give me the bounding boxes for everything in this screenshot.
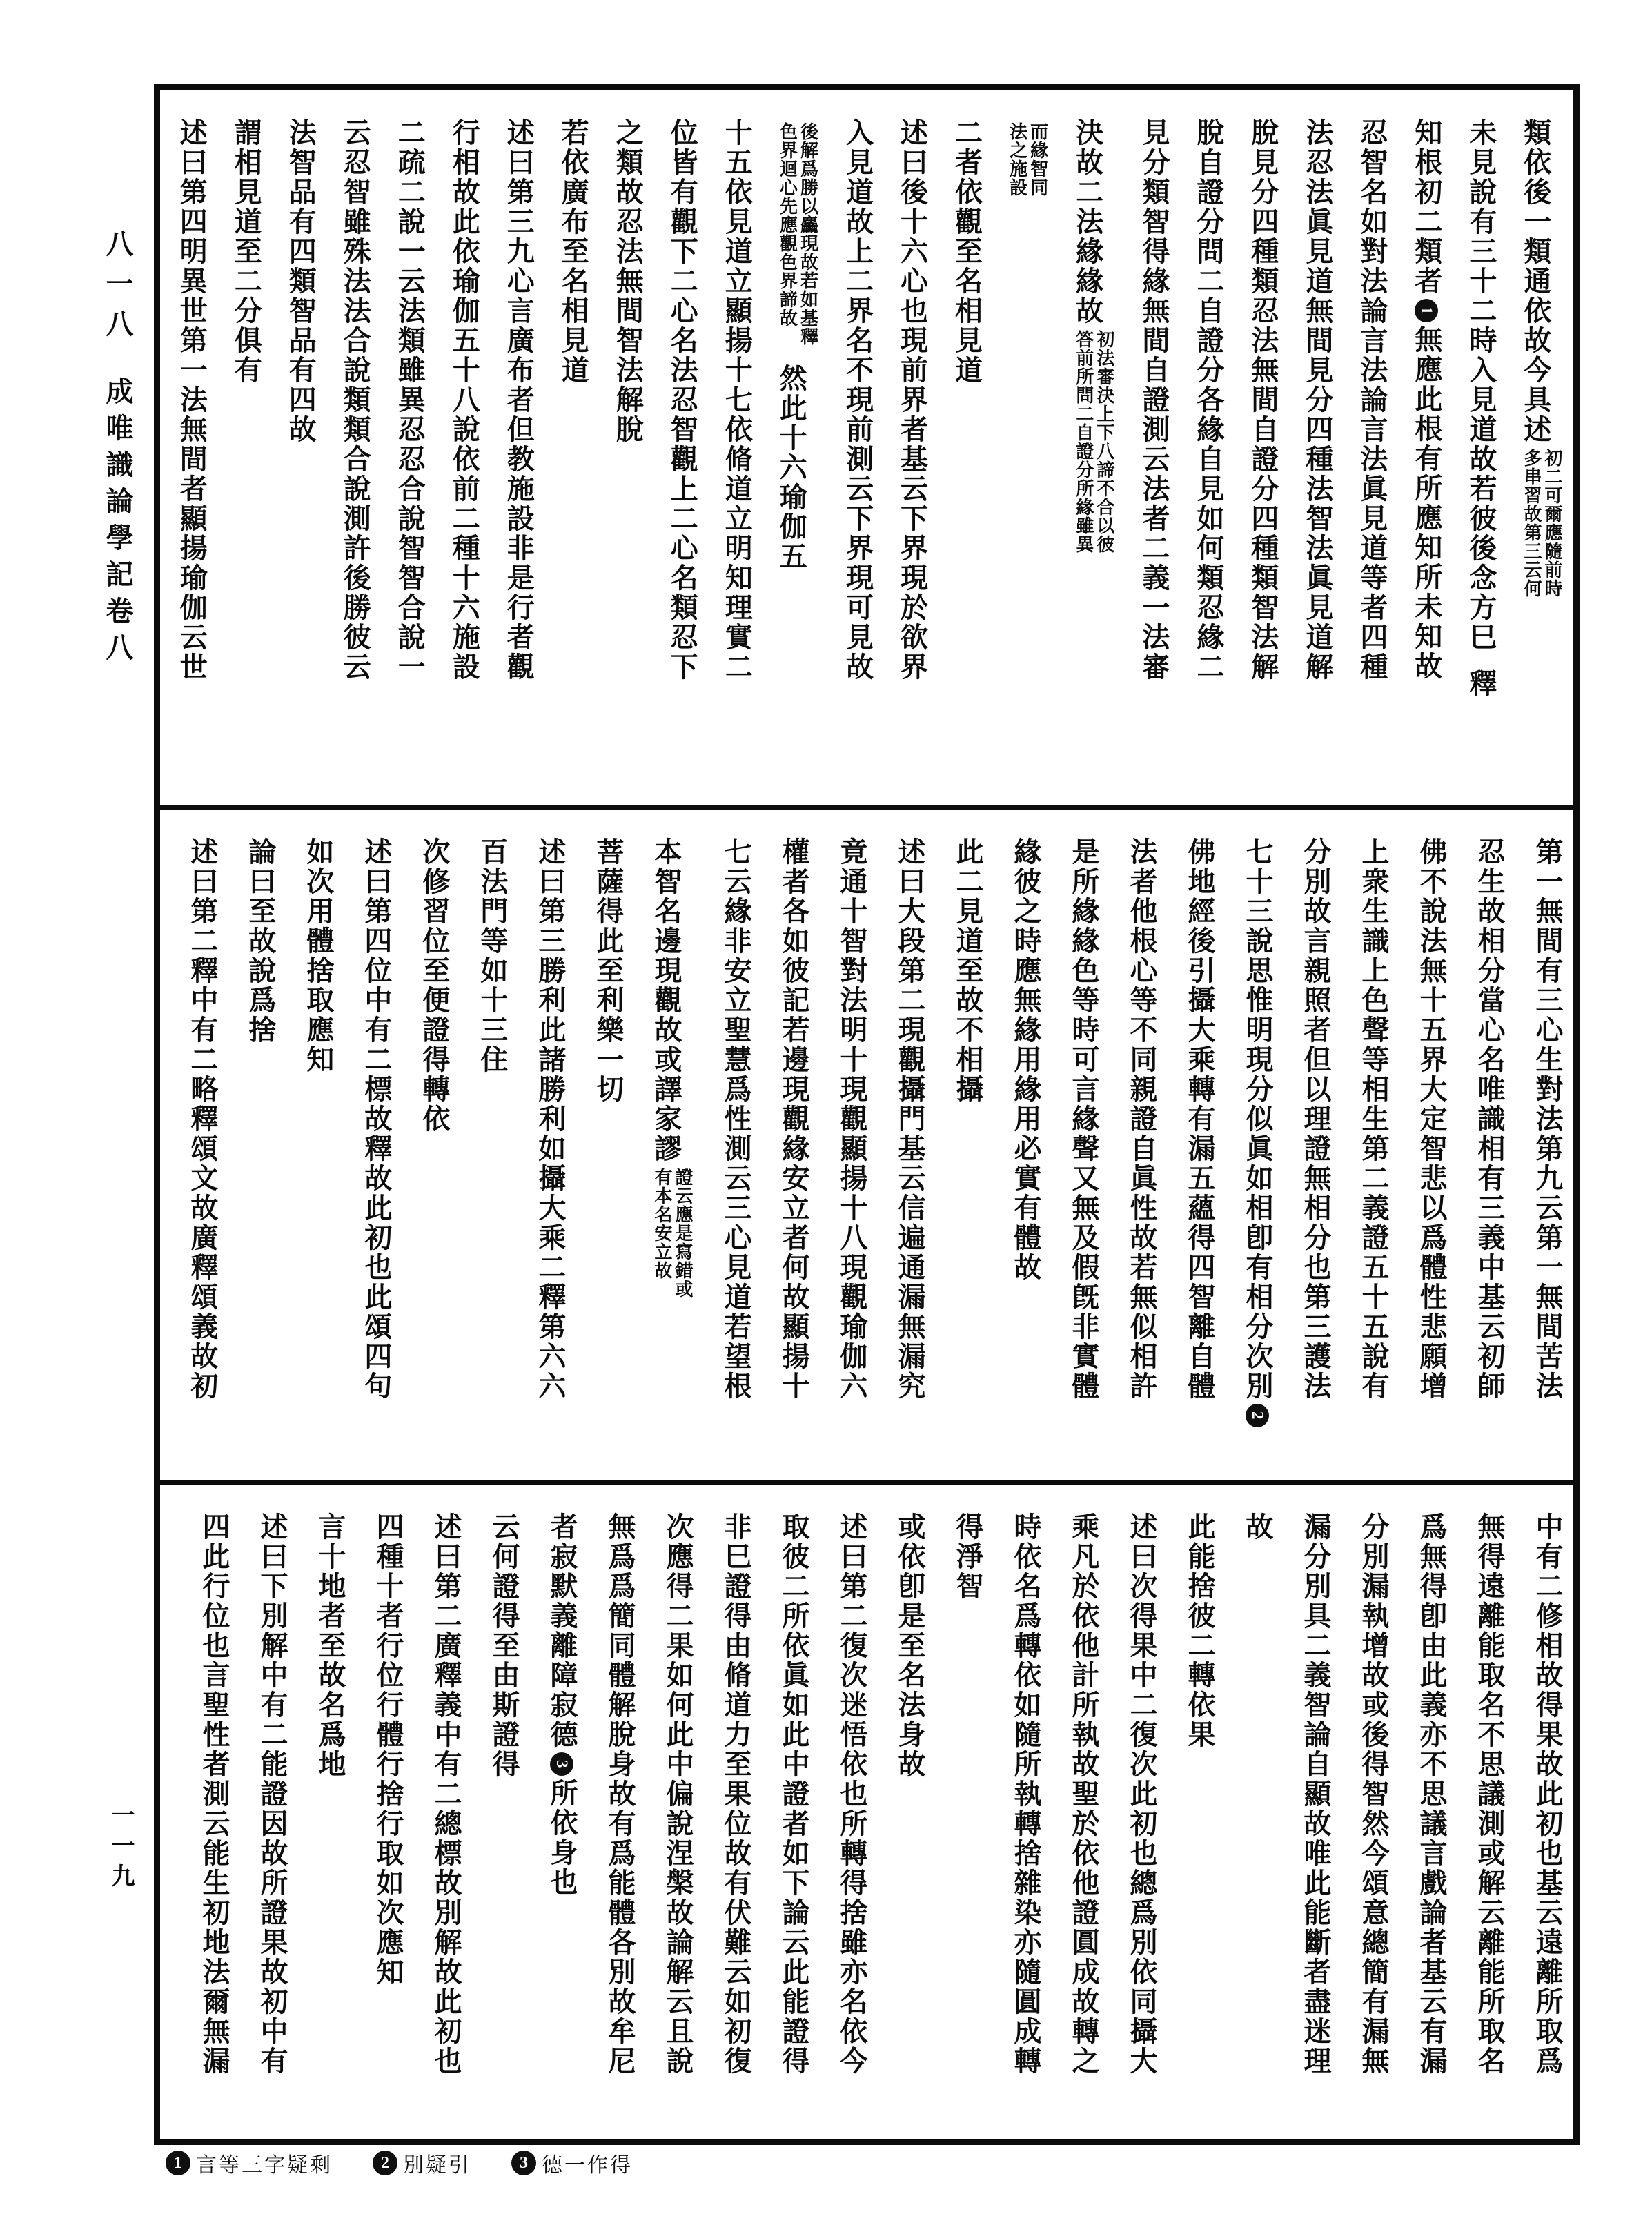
column-text: 第一無間有三心生對法第九云第一無間苦法	[1532, 837, 1563, 1401]
text-column	[1184, 1512, 1215, 2128]
column-text: 述曰第三勝利此諸勝利如攝大乘二釋第六六	[534, 837, 566, 1401]
footnote-text: 德一作得	[542, 2154, 633, 2177]
column-text: 述曰次得果中二復次此初也總爲別依同攝大	[1126, 1512, 1157, 2076]
column-text: 述曰第二復次迷悟依也所轉得捨雖亦名依今	[836, 1512, 867, 2076]
column-text: 法忍法眞見道無間見分四種法智法眞見道解	[1301, 118, 1333, 682]
text-column	[1193, 118, 1223, 794]
text-column	[1068, 1512, 1099, 2128]
text-column	[842, 118, 872, 794]
column-text: 然此十六瑜伽五	[776, 364, 807, 571]
register-bottom	[160, 1485, 1573, 2139]
text-column	[303, 837, 333, 1469]
volume-page-number: 八一八	[102, 229, 133, 349]
text-column	[1248, 118, 1278, 794]
text-column	[1139, 118, 1169, 794]
footnote-text: 別疑引	[403, 2154, 471, 2177]
text-column	[776, 118, 818, 794]
column-text: 述曰後十六心也現前界者基云下界現於欲界	[896, 118, 928, 682]
folio-number: 一一九	[108, 1803, 133, 1894]
text-column	[1068, 837, 1099, 1469]
footnote-text: 言等三字疑剩	[196, 2154, 333, 2177]
column-text: 云忍智雖殊法法合說類類合說測許後勝彼云	[340, 118, 371, 682]
text-column	[431, 1512, 461, 2128]
column-text: 位皆有觀下二心名法忍智觀上二心名類忍下	[667, 118, 698, 682]
column-text: 非巳證得由脩道力至果位故有伏難云如初復	[720, 1512, 751, 2076]
note-line-left: 有本名安立故	[652, 1168, 672, 1280]
text-column	[604, 1512, 635, 2128]
column-text: 法智品有四類智品有四故	[285, 118, 317, 444]
text-column	[1474, 837, 1504, 1469]
column-text: 竟通十智對法明十現觀顯揚十八現觀瑜伽六	[836, 837, 867, 1401]
text-column	[1010, 1512, 1041, 2128]
column-text: 類依後一類通依故今具述	[1520, 118, 1551, 444]
footnote-marker: 1	[1415, 299, 1438, 322]
text-column	[361, 837, 391, 1469]
column-text: 次應得二果如何此中偏說涅槃故論解云且說	[662, 1512, 694, 2076]
text-column	[894, 1512, 925, 2128]
footnote-item	[166, 2148, 333, 2178]
footnote-item	[511, 2148, 633, 2178]
column-text: 得淨智	[952, 1512, 983, 1601]
text-column	[1416, 837, 1446, 1469]
text-column	[651, 837, 693, 1469]
register-top	[160, 90, 1573, 810]
column-text: 述曰第四位中有二標故釋故此初也此頌四句	[360, 837, 392, 1401]
text-column	[315, 1512, 345, 2128]
column-text: 爲無得卽由此義亦不思議言戲論者基云有漏	[1416, 1512, 1447, 2076]
text-column	[1474, 1512, 1504, 2128]
text-column	[245, 837, 275, 1469]
column-text: 佛地經後引攝大乘轉有漏五蘊得四智離自體	[1184, 837, 1215, 1401]
footnote-marker: 1	[166, 2151, 190, 2175]
note-line-left: 法之施設	[1007, 122, 1027, 197]
column-text: 次修習位至便證得轉依	[418, 837, 450, 1134]
text-column	[547, 1512, 577, 2128]
note-line-left: 多串習故第三云何	[1522, 449, 1542, 598]
column-text: 百法門等如十三住	[476, 837, 508, 1075]
text-column	[1302, 118, 1333, 794]
column-text: 未見說有三十二時入見道故若彼後念方巳	[1465, 118, 1497, 652]
text-column	[952, 837, 983, 1469]
column-text: 之類故忍法無間智法解脫	[612, 118, 644, 444]
text-column	[1358, 1512, 1388, 2128]
text-column	[836, 837, 867, 1469]
text-column	[1010, 837, 1041, 1469]
interlinear-note	[1073, 330, 1114, 554]
text-column	[419, 837, 449, 1469]
column-text: 論曰至故說爲捨	[244, 837, 276, 1045]
footnote-marker: 3	[511, 2151, 536, 2175]
column-text: 是所緣緣色等時可言緣聲又無及假旣非實體	[1068, 837, 1099, 1401]
footnote-line	[166, 2148, 633, 2178]
text-column	[896, 118, 927, 794]
text-column	[612, 118, 642, 794]
column-text: 十五依見道立顯揚十七依脩道立明知理實二	[721, 118, 753, 682]
text-column	[340, 118, 370, 794]
column-text: 二者依觀至名相見道	[951, 118, 983, 385]
note-line-left: 答前所問二自證分所緣雖異	[1073, 330, 1094, 554]
column-text: 分別漏執增故或後得智然今頌意總簡有漏無	[1358, 1512, 1389, 2076]
text-column	[285, 118, 315, 794]
text-column	[449, 118, 479, 794]
text-column	[394, 118, 424, 794]
column-text: 入見道故上二界名不現前測云下界現可見故	[842, 118, 874, 682]
column-text: 見分類智得緣無間自證測云法者二義一法審	[1138, 118, 1170, 682]
column-text: 法者他根心等不同親證自眞性故若無似相許	[1126, 837, 1157, 1401]
text-column	[477, 837, 507, 1469]
note-line-right: 後解爲勝以麤現故若如基釋	[798, 122, 818, 346]
note-line-right: 證云應是寫錯或	[673, 1168, 693, 1298]
text-column	[230, 118, 261, 794]
text-column	[1005, 118, 1048, 794]
text-column	[1242, 1512, 1272, 2128]
text-column	[952, 1512, 983, 2128]
column-text: 此能捨彼二轉依果	[1184, 1512, 1215, 1750]
text-column	[187, 837, 217, 1469]
text-column	[489, 1512, 519, 2128]
text-column	[778, 1512, 809, 2128]
column-text: 菩薩得此至利樂一切	[592, 837, 624, 1104]
text-column	[720, 837, 751, 1469]
column-text: 或依卽是至名法身故	[894, 1512, 925, 1779]
column-text: 述曰第三九心言廣布者但教施設非是行者觀	[503, 118, 535, 682]
column-text: 分別故言親照者但以理證無相分也第三護法	[1300, 837, 1331, 1401]
column-text: 無得遠離能取名不思議測或解云離能所取名	[1474, 1512, 1505, 2076]
column-text: 述曰第四明異世第一法無間者顯揚瑜伽云世	[176, 118, 208, 682]
column-text: 脫自證分問二自證分各緣自見如何類忍緣二	[1192, 118, 1224, 682]
interlinear-note	[1007, 122, 1048, 197]
column-text: 四此行位也言聖性者測云能生初地法爾無漏	[199, 1512, 230, 2076]
text-column	[1358, 837, 1388, 1469]
column-text: 若依廣布至名相見道	[558, 118, 589, 385]
text-column	[1300, 837, 1330, 1469]
register-middle	[160, 810, 1573, 1485]
column-text: 知根初二類者	[1410, 118, 1442, 296]
text-column	[1242, 837, 1272, 1469]
column-text: 乘凡於依他計所執故聖於依他證圓成故轉之	[1068, 1512, 1099, 2076]
column-text: 漏分別具二義智論自顯故唯此能斷者盡迷理	[1300, 1512, 1331, 2076]
text-column	[1532, 1512, 1562, 2128]
spacer	[1480, 652, 1482, 669]
text-column	[836, 1512, 867, 2128]
text-column	[662, 1512, 693, 2128]
text-column	[1184, 837, 1215, 1469]
text-column	[1126, 837, 1157, 1469]
column-text: 取彼二所依眞如此中證者如下論云此能證得	[778, 1512, 809, 2076]
note-line-left: 色界迴心先應觀色界諦故	[777, 122, 798, 327]
column-text: 述曰大段第二現觀攝門基云信遍通漏無漏究	[894, 837, 925, 1401]
text-column	[667, 118, 697, 794]
text-column	[1520, 118, 1562, 794]
text-frame	[154, 84, 1580, 2145]
column-text: 此二見道至故不相攝	[952, 837, 983, 1104]
text-column	[373, 1512, 403, 2128]
column-text: 述曰第二釋中有二略釋頌文故廣釋頌義故初	[186, 837, 218, 1401]
column-text: 謂相見道至二分俱有	[230, 118, 262, 385]
footnote-marker: 2	[373, 2151, 397, 2175]
column-text: 七云緣非安立聖慧爲性測云三心見道若望根	[720, 837, 751, 1401]
text-column	[257, 1512, 287, 2128]
column-text: 云何證得至由斯證得	[489, 1512, 520, 1779]
text-column	[720, 1512, 751, 2128]
text-column	[951, 118, 981, 794]
column-text: 緣彼之時應無緣用緣用必實有體故	[1010, 837, 1041, 1282]
text-column	[558, 118, 588, 794]
interlinear-note	[776, 122, 818, 346]
text-column	[1411, 118, 1442, 794]
spacer	[790, 350, 791, 364]
margin-header	[98, 229, 137, 669]
column-text: 忍生故相分當心名唯識相有三義中基云初師	[1474, 837, 1505, 1401]
text-column	[1466, 118, 1496, 794]
column-text: 二疏二說一云法類雖異忍忍合說智智合說一	[394, 118, 426, 682]
text-column	[593, 837, 623, 1469]
text-column	[1357, 118, 1387, 794]
note-line-right: 初二可爾應隨前時	[1542, 449, 1562, 598]
interlinear-note	[1521, 449, 1562, 598]
text-column	[778, 837, 809, 1469]
note-line-right: 而緣智同	[1027, 122, 1048, 197]
text-column	[199, 1512, 229, 2128]
column-text: 決故二法緣緣故	[1072, 118, 1103, 326]
column-text: 無應此根有所應知所未知故	[1410, 325, 1442, 681]
column-text: 上衆生識上色聲等相生第二義證五十五說有	[1358, 837, 1389, 1401]
text-column	[894, 837, 925, 1469]
text-column	[1072, 118, 1114, 794]
column-text: 述曰第二廣釋義中有二總標故別解故此初也	[431, 1512, 462, 2076]
book-title: 成唯識論學記卷八	[102, 377, 133, 669]
text-column	[176, 118, 206, 794]
column-text: 權者各如彼記若邊現觀緣安立者何故顯揚十	[778, 837, 809, 1401]
text-column	[1532, 837, 1562, 1469]
column-text: 述曰下別解中有二能證因故所證果故初中有	[257, 1512, 288, 2076]
column-text: 行相故此依瑜伽五十八說依前二種十六施設	[449, 118, 480, 682]
column-text: 七十三說思惟明現分似眞如相卽有相分次別	[1242, 837, 1273, 1401]
text-column	[535, 837, 565, 1469]
column-text: 故	[1242, 1512, 1273, 1542]
footnote-marker: 2	[1246, 1404, 1269, 1427]
text-column	[721, 118, 751, 794]
text-column	[1416, 1512, 1446, 2128]
column-text: 者寂默義離障寂德	[547, 1512, 578, 1750]
column-text: 時依名爲轉依如隨所執轉捨雜染亦隨圓成轉	[1010, 1512, 1041, 2076]
interlinear-note	[651, 1168, 693, 1298]
footnote-item	[373, 2148, 471, 2178]
column-text: 佛不說法無十五界大定智悲以爲體性悲願增	[1416, 837, 1447, 1401]
column-text: 言十地者至故名爲地	[315, 1512, 346, 1779]
column-text: 四種十者行位行體行捨行取如次應知	[373, 1512, 404, 1987]
column-text: 無爲爲簡同體解脫身故有爲能體各別故牟尼	[604, 1512, 636, 2076]
text-column	[1126, 1512, 1157, 2128]
text-column	[503, 118, 533, 794]
column-text: 忍智名如對法論言法論言法眞見道等者四種	[1356, 118, 1388, 682]
footnote-marker: 3	[550, 1752, 573, 1776]
column-text: 本智名邊現觀故或譯家謬	[650, 837, 682, 1164]
column-text: 釋	[1465, 669, 1497, 698]
column-text: 如次用體捨取應知	[302, 837, 334, 1075]
text-column	[1300, 1512, 1330, 2128]
column-text: 所依身也	[547, 1779, 578, 1897]
column-text: 脫見分四種類忍法無間自證分四種類智法解	[1247, 118, 1279, 682]
note-line-right: 初法審決上下八諦不合以彼	[1094, 330, 1114, 554]
column-text: 中有二修相故得果故此初也基云遠離所取爲	[1532, 1512, 1563, 2076]
